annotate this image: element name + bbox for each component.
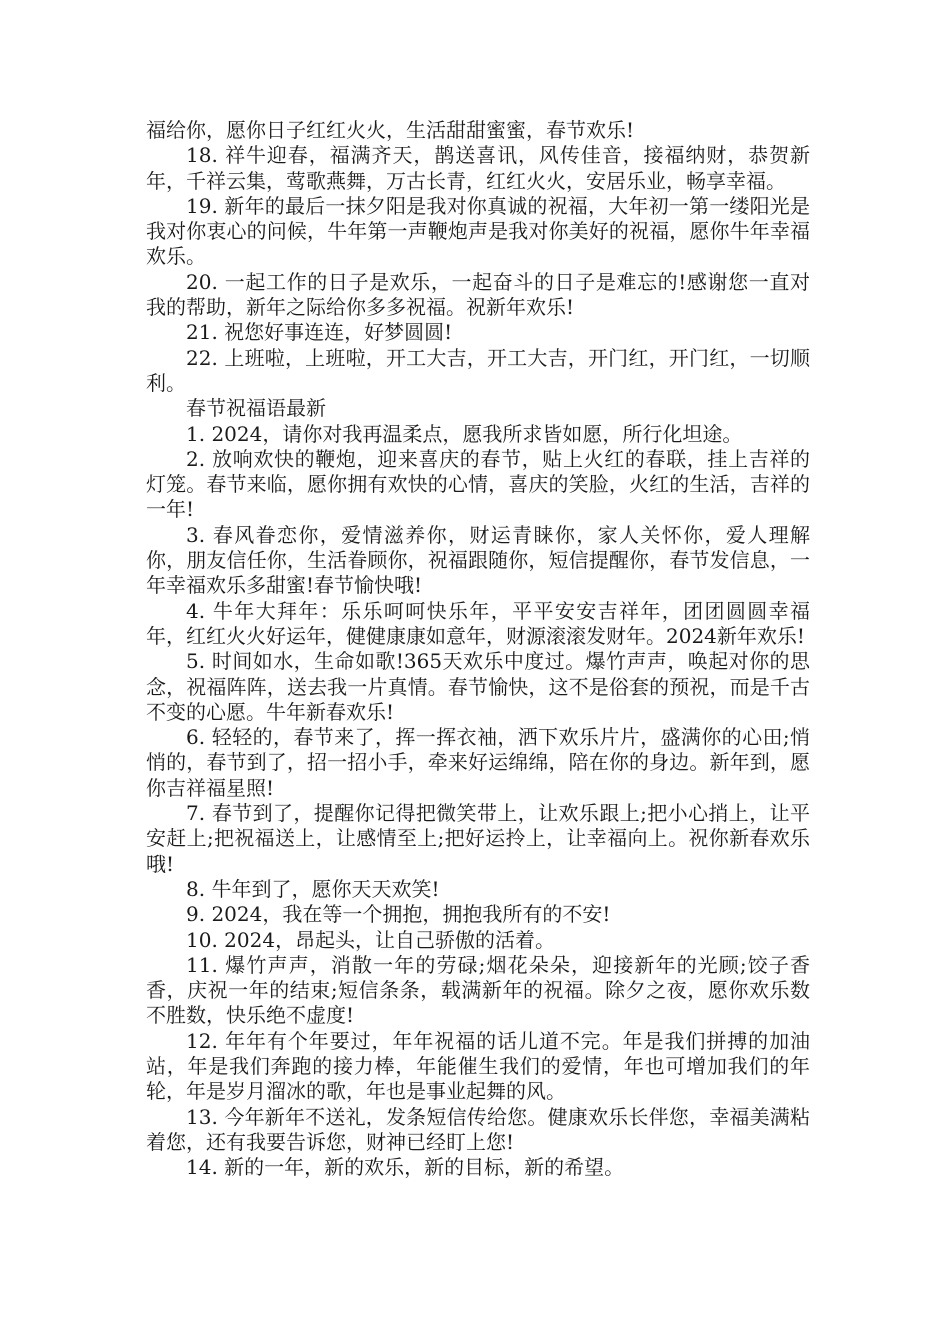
paragraph-item-21: 21. 祝您好事连连，好梦圆圆!	[186, 320, 453, 345]
paragraph-continuation: 福给你，愿你日子红红火火，生活甜甜蜜蜜，春节欢乐!	[146, 118, 635, 142]
paragraph-item-3: 3. 春风眷恋你，爱情滋养你，财运青睐你，家人关怀你，爱人理解你，朋友信任你，生活眷顾你，祝福跟随你，短信提醒你，春节发信息，一年幸福欢乐多甜蜜!春节愉快哦!	[146, 522, 810, 598]
paragraph-item-11: 11. 爆竹声声，消散一年的劳碌;烟花朵朵，迎接新年的光顾;饺子香香，庆祝一年的结束;短信条条，载满新年的祝福。除夕之夜，愿你欢乐数不胜数，快乐绝不虚度!	[146, 952, 810, 1028]
paragraph-item-12: 12. 年年有个年要过，年年祝福的话儿道不完。年是我们拼搏的加油站，年是我们奔跑的接力棒，年能催生我们的爱情，年也可增加我们的年轮，年是岁月溜冰的歌，年也是事业起舞的风。	[146, 1028, 810, 1104]
paragraph-item-8: 8. 牛年到了，愿你天天欢笑!	[186, 876, 440, 901]
paragraph-item-4: 4. 牛年大拜年：乐乐呵呵快乐年，平平安安吉祥年，团团圆圆幸福年，红红火火好运年，健健康康如意年，财源滚滚发财年。2024新年欢乐!	[146, 598, 810, 648]
paragraph-item-22: 22. 上班啦，上班啦，开工大吉，开工大吉，开门红，开门红，一切顺利。	[146, 345, 810, 395]
paragraph-item-18: 18. 祥牛迎春，福满齐天，鹊送喜讯，风传佳音，接福纳财，恭贺新年，千祥云集，莺歌燕舞，万古长青，红红火火，安居乐业，畅享幸福。	[146, 143, 810, 193]
paragraph-item-1: 1. 2024，请你对我再温柔点，愿我所求皆如愿，所行化坦途。	[186, 421, 743, 446]
paragraph-item-5: 5. 时间如水，生命如歌!365天欢乐中度过。爆竹声声，唤起对你的思念，祝福阵阵，送去我一片真情。春节愉快，这不是俗套的预祝，而是千古不变的心愿。牛年新春欢乐!	[146, 649, 810, 724]
paragraph-item-2: 2. 放响欢快的鞭炮，迎来喜庆的春节，贴上火红的春联，挂上吉祥的灯笼。春节来临，愿你拥有欢快的心情，喜庆的笑脸，火红的生活，吉祥的一年!	[146, 446, 810, 522]
paragraph-item-19: 19. 新年的最后一抹夕阳是我对你真诚的祝福，大年初一第一缕阳光是我对你衷心的问候，牛年第一声鞭炮声是我对你美好的祝福，愿你牛年幸福欢乐。	[146, 193, 810, 269]
paragraph-item-9: 9. 2024，我在等一个拥抱，拥抱我所有的不安!	[186, 902, 611, 927]
section-heading: 春节祝福语最新	[186, 396, 326, 421]
paragraph-item-13: 13. 今年新年不送礼，发条短信传给您。健康欢乐长伴您，幸福美满粘着您，还有我要告诉您，财神已经盯上您!	[146, 1104, 810, 1154]
paragraph-item-14: 14. 新的一年，新的欢乐，新的目标，新的希望。	[186, 1155, 625, 1180]
document-body	[146, 118, 810, 1180]
paragraph-item-6: 6. 轻轻的，春节来了，挥一挥衣袖，洒下欢乐片片，盛满你的心田;悄悄的，春节到了，招一招小手，牵来好运绵绵，陪在你的身边。新年到，愿你吉祥福星照!	[146, 725, 810, 800]
paragraph-item-10: 10. 2024，昂起头，让自己骄傲的活着。	[186, 927, 556, 952]
paragraph-item-7: 7. 春节到了，提醒你记得把微笑带上，让欢乐跟上;把小心捎上，让平安赶上;把祝福送上，让感情至上;把好运拎上，让幸福向上。祝你新春欢乐哦!	[146, 801, 810, 876]
paragraph-item-20: 20. 一起工作的日子是欢乐，一起奋斗的日子是难忘的!感谢您一直对我的帮助，新年之际给你多多祝福。祝新年欢乐!	[146, 269, 810, 320]
